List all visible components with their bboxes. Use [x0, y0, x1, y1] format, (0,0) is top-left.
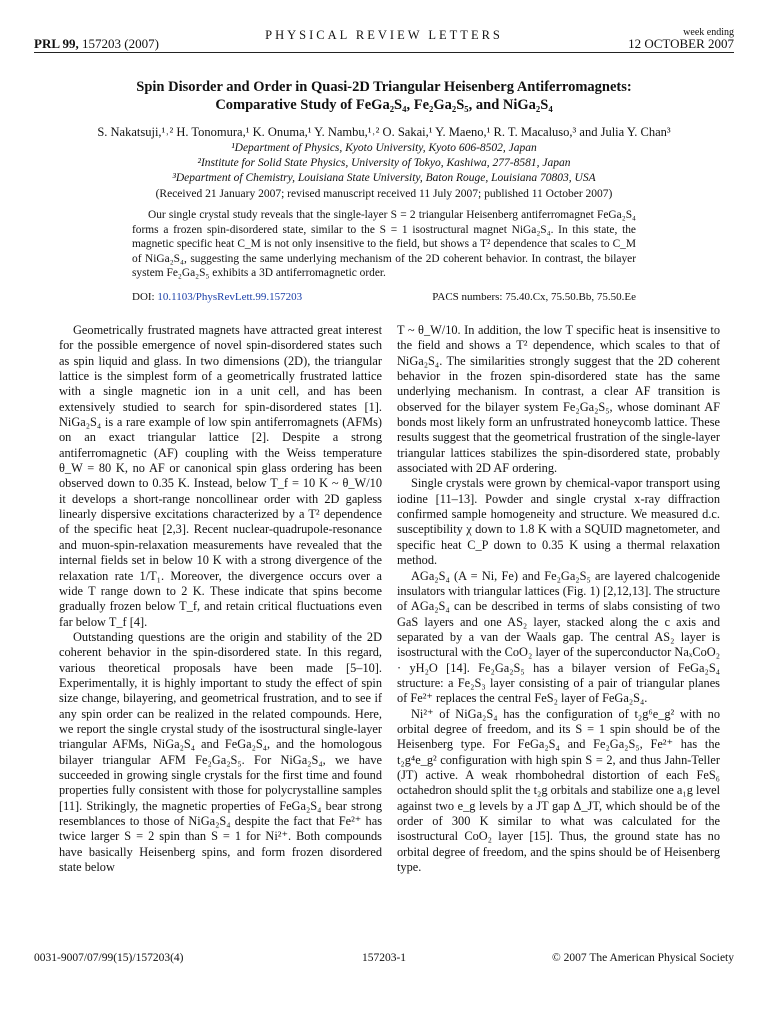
pacs-numbers: PACS numbers: 75.40.Cx, 75.50.Bb, 75.50.Ee: [432, 291, 636, 303]
week-date: 12 OCTOBER 2007: [628, 36, 734, 51]
paper-title: [0, 78, 768, 114]
doi-link[interactable]: 10.1103/PhysRevLett.99.157203: [157, 291, 303, 303]
paragraph: Ni²⁺ of NiGa₂S₄ has the configuration of t₂g⁶e_g² with no orbital degree of freedom, and its S = 1 spin should be of the Heisenberg type. For FeGa₂S₄ and Fe₂Ga₂S₅, Fe²⁺ has the t₂g⁴e_g² configuration with high spin S = 2, and thus Jahn-Teller (JT) active. A weak rhombohedral distortion of each FeS₆ octahedron should split the t₂g orbitals and stabilize one a₁g level against two e_g levels by a JT gap Δ_JT, which should be of the order of 300 K similar to what was calculated for the isostructural CoO₂ layer [15]. Thus, the ground state has no orbital degree of freedom, and the spins should be of Heisenberg type.: [397, 706, 720, 875]
right-column: [397, 323, 720, 875]
paragraph: AGa₂S₄ (A = Ni, Fe) and Fe₂Ga₂S₅ are layered chalcogenide insulators with triangular lattices (Fig. 1) [2,12,13]. The structure of AGa₂S₄ can be described in terms of slabs consisting of two GaS layers and one AS₂ layer, stacked along the c axis and separated by a van der Waals gap. The central AS₂ layer is isostructural with the CoO₂ layer of the superconductor NaₓCoO₂ · yH₂O [14]. Fe₂Ga₂S₅ has a bilayer version of FeGa₂S₄ structure: a Fe₂S₃ layer consisting of a pair of triangular planes of Fe²⁺ replaces the central FeS₂ layer of FeGa₂S₄.: [397, 568, 720, 706]
week-label: week ending: [683, 27, 734, 38]
paragraph: T ~ θ_W/10. In addition, the low T specific heat is insensitive to the field and shows a T² dependence, which scales to that of NiGa₂S₄. The similarities strongly suggest that the 2D coherent behavior in the frozen spin-disordered state has the same underlying mechanism. In contrast, a clear AF transition is observed for the bilayer system Fe₂Ga₂S₅, whose dominant AF bonds most likely form an unfrustrated honeycomb lattice. These results suggest that the geometrical frustration of the single-layer triangular lattices stabilizes the spin-disordered state, probably associated with 2D AF ordering.: [397, 323, 720, 476]
journal-name: PHYSICAL REVIEW LETTERS: [265, 28, 503, 42]
paragraph: Single crystals were grown by chemical-vapor transport using iodine [11–13]. Powder and single crystal x-ray diffraction confirmed sample homogeneity and structure. We measured d.c. susceptibility χ down to 1.8 K with a SQUID magnetometer, and specific heat C_P down to 0.35 K using a thermal relaxation method.: [397, 476, 720, 568]
affiliation-1: ¹Department of Physics, Kyoto University, Kyoto 606-8502, Japan: [231, 142, 537, 154]
page-number: 157203-1: [361, 952, 407, 964]
title-line-1: Spin Disorder and Order in Quasi-2D Triangular Heisenberg Antiferromagnets:: [136, 79, 632, 95]
left-column: [59, 323, 382, 875]
title-line-2: Comparative Study of FeGa₂S₄, Fe₂Ga₂S₅, and NiGa₂S₄: [215, 97, 553, 113]
copyright: © 2007 The American Physical Society: [552, 952, 734, 964]
received-dates: (Received 21 January 2007; revised manuscript received 11 July 2007; published 11 October 2007): [155, 188, 613, 200]
affiliation-2: ²Institute for Solid State Physics, University of Tokyo, Kashiwa, 277-8581, Japan: [197, 157, 571, 169]
paragraph: Geometrically frustrated magnets have attracted great interest for the possible emergence of novel spin-disordered states such as spin liquid and glass. In two dimensions (2D), the triangular lattice is the simplest form of a geometrically frustrated lattice with a single magnetic ion in a unit cell, and has been extensively studied to search for spin-disordered states [1]. NiGa₂S₄ is a rare example of low spin antiferromagnets (AFMs) on an exact triangular lattice [2]. Despite a strong antiferromagnetic (AF) coupling with the Weiss temperature θ_W = 80 K, no AF or canonical spin glass ordering has been observed down to 0.35 K. Instead, below T_f = 10 K ~ θ_W/10 it develops a short-range noncollinear order with 2D gapless linearly dispersive excitations characterized by a T² dependence of the specific heat [2,3]. Recent nuclear-quadrupole-resonance and muon-spin-relaxation measurements have revealed that the internal fields set in below 10 K with a strong divergence of the relaxation rate 1/T₁. Moreover, the divergence occurs over a wide T range down to 2 K. These indicate that spins become gradually frozen below T_f, and retain critical fluctuations even far below T_f [4].: [59, 323, 382, 629]
header-rule: [34, 52, 734, 53]
footer-code: 0031-9007/07/99(15)/157203(4): [34, 952, 184, 964]
doi: DOI: 10.1103/PhysRevLett.99.157203: [132, 291, 303, 303]
issue-date: [628, 27, 734, 49]
journal-reference: PRL 99, 157203 (2007): [34, 36, 159, 51]
paragraph: Outstanding questions are the origin and stability of the 2D coherent behavior in the spin-disordered state. In this regard, various theoretical proposals have been made [5–10]. Experimentally, it is highly important to study the effect of spin size change, bilayering, and geometrical frustration, and to see if any spin order can be realized in the related compounds. Here, we report the single crystal study of the isostructural single-layer triangular AFMs, NiGa₂S₄ and FeGa₂S₄, and the homologous bilayer triangular AFM Fe₂Ga₂S₅. For NiGa₂S₄, we have succeeded in growing single crystals for the first time and found properties fully consistent with those for polycrystalline samples [11]. Strikingly, the magnetic properties of FeGa₂S₄ bear strong resemblances to those of NiGa₂S₄ despite the fact that Fe²⁺ has twice larger S = 2 spin than S = 1 for Ni²⁺. Both compounds have basically Heisenberg spins, and form frozen disordered state below: [59, 629, 382, 875]
abstract: Our single crystal study reveals that the single-layer S = 2 triangular Heisenberg antiferromagnet FeGa₂S₄ forms a frozen spin-disordered state, similar to the S = 1 isostructural magnet NiGa₂S₄. In this state, the magnetic specific heat C_M is not only insensitive to the field, but shows a T² dependence that scales to C_M of NiGa₂S₄, suggesting the same underlying mechanism of the 2D coherent behavior. In contrast, the bilayer system Fe₂Ga₂S₅ exhibits a 3D antiferromagnetic order.: [132, 209, 636, 279]
author-list: S. Nakatsuji,¹˒² H. Tonomura,¹ K. Onuma,¹ Y. Nambu,¹˒² O. Sakai,¹ Y. Maeno,¹ R. T. Macaluso,³ and Julia Y. Chan³: [97, 125, 671, 139]
affiliation-3: ³Department of Chemistry, Louisiana State University, Baton Rouge, Louisiana 70803, USA: [172, 172, 596, 184]
